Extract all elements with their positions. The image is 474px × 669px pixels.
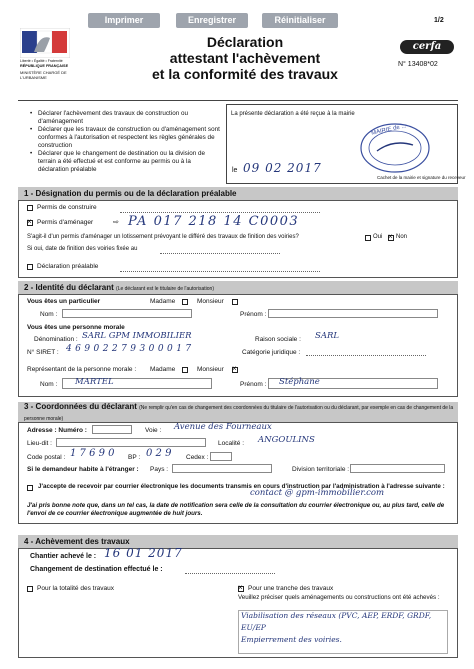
- permis-construire-label: Permis de construire: [37, 204, 97, 211]
- oui-label: Oui: [373, 234, 383, 240]
- permit-number-field[interactable]: PA 017 218 14 C0003: [128, 214, 300, 229]
- localite-label: Localité :: [218, 440, 245, 447]
- marianne-logo: [20, 28, 70, 90]
- marianne-icon: [20, 28, 70, 58]
- categorie-field[interactable]: [306, 355, 426, 356]
- changement-label: Changement de destination effectué le :: [30, 566, 163, 573]
- accept-email-label: J'accepte de recevoir par courrier électronique les documents transmis en cours d'instruction par l'administration à l'adresse suivante :: [38, 483, 445, 490]
- tranche-description-field[interactable]: [238, 610, 448, 654]
- lieu-dit-field[interactable]: [56, 438, 206, 447]
- si-oui-label: Si oui, date de finition des voiries fixée au: [27, 246, 138, 252]
- lieu-dit-label: Lieu-dit :: [27, 440, 52, 447]
- email-notice: J'ai pris bonne note que, dans un tel cas, la date de notification sera celle de la consultation du courrier électronique ou, au plus tard, celle de l'envoi de ce courrier électronique augmentée de huit jours.: [27, 502, 445, 517]
- oui-checkbox[interactable]: [365, 235, 371, 241]
- save-button[interactable]: Enregistrer: [176, 13, 248, 28]
- stamp-caption: Cachet de la mairie et signature du receveur: [377, 175, 466, 180]
- denomination-field[interactable]: SARL GPM IMMOBILIER: [82, 331, 192, 341]
- non-label: Non: [396, 234, 408, 240]
- bp-label: BP :: [128, 454, 141, 461]
- categorie-label: Catégorie juridique :: [242, 349, 301, 356]
- cedex-field[interactable]: [210, 452, 232, 461]
- voie-field[interactable]: Avenue des Fourneaux: [174, 422, 272, 432]
- lotissement-question: S'agit-il d'un permis d'aménager un lotissement prévoyant le différé des travaux de finition des voiries?: [27, 234, 299, 240]
- rep-prenom-label: Prénom :: [240, 381, 267, 388]
- pays-label: Pays :: [150, 466, 169, 473]
- nom-label: Nom :: [40, 311, 58, 318]
- title-line-2: attestant l'achèvement: [169, 50, 321, 66]
- permis-construire-field[interactable]: [120, 212, 320, 213]
- section-4-header: 4 - Achèvement des travaux: [18, 535, 458, 548]
- code-postal-field[interactable]: 1 7 6 9 0: [70, 448, 115, 459]
- denomination-label: Dénomination :: [34, 336, 78, 343]
- reception-box: [226, 104, 466, 184]
- particulier-prenom-field[interactable]: [268, 309, 438, 318]
- reception-date[interactable]: 09 02 2017: [243, 161, 322, 175]
- rep-prenom-box[interactable]: [268, 378, 438, 389]
- section-2-header: [18, 281, 458, 294]
- rep-nom-value: MARTEL: [75, 377, 114, 387]
- stamp-text: MAIRIE de ...: [370, 123, 407, 137]
- reception-label: La présente déclaration a été reçue à la mairie: [231, 111, 355, 117]
- code-postal-label: Code postal :: [27, 454, 66, 461]
- declaration-prealable-checkbox[interactable]: [27, 264, 33, 270]
- madame-checkbox[interactable]: [182, 299, 188, 305]
- representant-label: Représentant de la personne morale :: [27, 366, 137, 373]
- totalite-label: Pour la totalité des travaux: [37, 585, 114, 592]
- title-line-3: et la conformité des travaux: [152, 66, 338, 82]
- intro-item: • Déclarer l'achèvement des travaux de construction ou d'aménagement: [30, 110, 220, 126]
- raison-sociale-label: Raison sociale :: [255, 336, 301, 343]
- division-field[interactable]: [350, 464, 445, 473]
- rep-nom-box[interactable]: [62, 378, 212, 389]
- section-2-title: 2 - Identité du déclarant: [24, 283, 114, 292]
- personne-morale-label: Vous êtes une personne morale: [27, 324, 125, 331]
- particulier-nom-field[interactable]: [62, 309, 192, 318]
- section-3-title: 3 - Coordonnées du déclarant: [24, 402, 137, 411]
- adresse-label: Adresse : Numéro :: [27, 427, 87, 434]
- siret-field[interactable]: 4 6 9 0 2 2 7 9 3 0 0 0 1 7: [66, 344, 192, 354]
- raison-sociale-field[interactable]: SARL: [315, 331, 340, 341]
- chantier-date-field[interactable]: 16 01 2017: [104, 546, 183, 560]
- numero-field[interactable]: [92, 425, 132, 434]
- intro-item: • Déclarer que le changement de destination ou la division de terrain a été effectué et est conforme au permis ou à la déclaration préalable: [30, 150, 220, 174]
- rep-nom-label: Nom :: [40, 381, 58, 388]
- tranche-label: Pour une tranche des travaux: [248, 585, 334, 592]
- monsieur-checkbox[interactable]: [232, 299, 238, 305]
- cedex-label: Cedex :: [186, 454, 209, 461]
- rep-madame-label: Madame: [150, 366, 176, 373]
- tranche-detail: Veuillez préciser quels aménagements ou constructions ont été achevés :: [238, 594, 440, 601]
- tranche-line-2: EU/EP: [241, 623, 266, 632]
- rep-monsieur-label: Monsieur: [197, 366, 224, 373]
- division-label: Division territoriale :: [292, 466, 350, 473]
- section-1-header: 1 - Désignation du permis ou de la déclaration préalable: [18, 187, 458, 200]
- logo-motto: Liberté • Égalité • Fraternité: [20, 59, 63, 63]
- divider: [18, 100, 458, 101]
- ministry-label: MINISTÈRE CHARGÉ DE L'URBANISME: [20, 70, 67, 80]
- finition-date-field[interactable]: [160, 253, 280, 254]
- changement-date-field[interactable]: [185, 573, 275, 574]
- siret-label: N° SIRET :: [27, 349, 59, 356]
- chantier-label: Chantier achevé le :: [30, 553, 97, 560]
- bp-field[interactable]: 0 2 9: [146, 448, 172, 459]
- arrow-right-icon: ⇨: [113, 219, 119, 226]
- madame-label: Madame: [150, 298, 176, 305]
- form-title: [130, 34, 360, 82]
- section-2-note: (Le déclarant est le titulaire de l'autorisation): [116, 286, 214, 292]
- email-field[interactable]: contact @ gpm-immobilier.com: [250, 488, 385, 498]
- reset-button[interactable]: Réinitialiser: [262, 13, 338, 28]
- etranger-label: Si le demandeur habite à l'étranger :: [27, 466, 139, 473]
- rep-prenom-value: Stéphane: [279, 377, 320, 387]
- monsieur-label: Monsieur: [197, 298, 224, 305]
- pays-field[interactable]: [172, 464, 272, 473]
- intro-item: • Déclarer que les travaux de construction ou d'aménagement sont conformes à l'autorisation et respectent les règles générales de construction: [30, 126, 220, 150]
- rep-madame-checkbox[interactable]: [182, 367, 188, 373]
- reception-le: le: [232, 167, 238, 174]
- intro-list: [30, 110, 220, 174]
- section-3-header: [18, 402, 458, 422]
- tranche-line-3: Empierrement des voiries.: [241, 635, 342, 644]
- rep-monsieur-checkbox[interactable]: [232, 367, 238, 373]
- title-line-1: Déclaration: [206, 34, 284, 50]
- voie-label: Voie :: [145, 427, 162, 434]
- cerfa-number: N° 13408*02: [398, 61, 438, 68]
- page-number: 1/2: [434, 17, 444, 24]
- particulier-label: Vous êtes un particulier: [27, 298, 101, 305]
- declaration-prealable-label: Déclaration préalable: [37, 263, 99, 270]
- section-3-note: (Ne remplir qu'en cas de changement des coordonnées du titulaire de l'autorisation ou du déclarant, par exemple en cas de changement de la personne morale): [24, 405, 454, 422]
- prenom-label: Prénom :: [240, 311, 267, 318]
- cerfa-logo: cerfa: [400, 40, 454, 54]
- tranche-line-1: Viabilisation des réseaux (PVC, AEP, ERDF, GRDF,: [241, 611, 432, 620]
- accept-email-checkbox[interactable]: [27, 485, 33, 491]
- non-checkbox[interactable]: [388, 235, 394, 241]
- permis-amenager-label: Permis d'aménager: [37, 219, 94, 226]
- totalite-checkbox[interactable]: [27, 586, 33, 592]
- permis-construire-checkbox[interactable]: [27, 205, 33, 211]
- declaration-prealable-field[interactable]: [120, 271, 320, 272]
- print-button[interactable]: Imprimer: [88, 13, 160, 28]
- tranche-checkbox[interactable]: [238, 586, 244, 592]
- permis-amenager-checkbox[interactable]: [27, 220, 33, 226]
- localite-field[interactable]: ANGOULINS: [258, 435, 315, 445]
- logo-republic: RÉPUBLIQUE FRANÇAISE: [20, 64, 69, 68]
